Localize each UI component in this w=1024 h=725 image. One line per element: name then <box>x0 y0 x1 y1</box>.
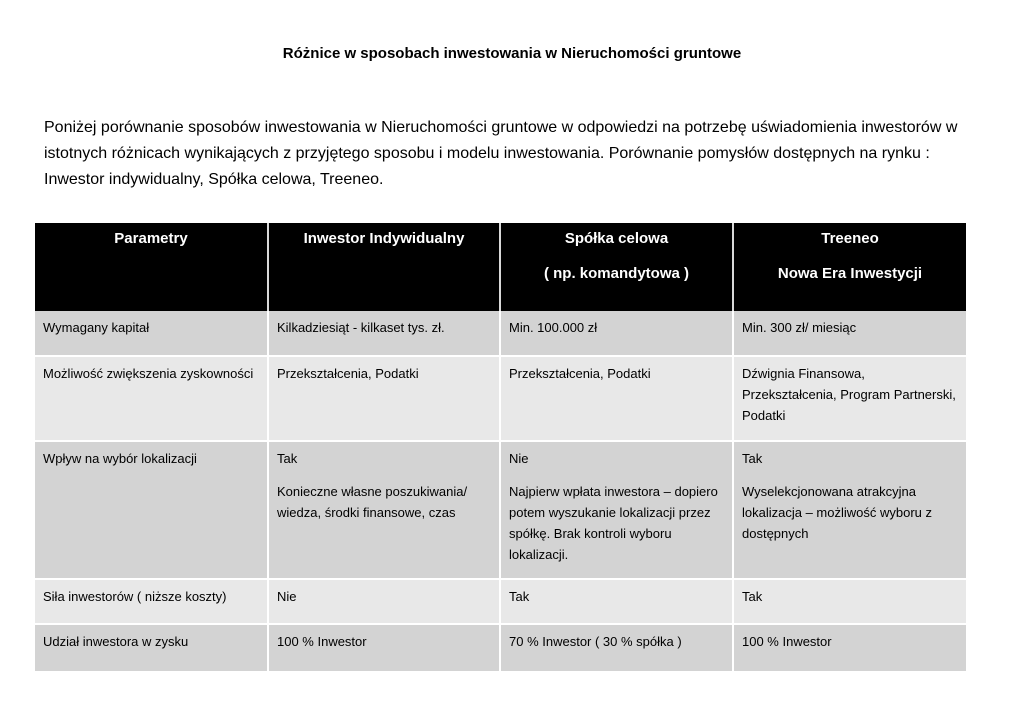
header-label: Treeneo <box>821 230 879 247</box>
spv-cell <box>500 579 733 624</box>
table-row <box>35 311 966 356</box>
table-row <box>35 441 966 579</box>
header-label: Spółka celowa <box>564 230 669 247</box>
header-parametry <box>35 223 268 311</box>
table-row <box>35 356 966 441</box>
treeneo-cell <box>733 579 966 624</box>
treeneo-cell <box>733 624 966 672</box>
cell-text: 70 % Inwestor ( 30 % spółka ) <box>509 634 682 649</box>
cell-text: Przekształcenia, Podatki <box>509 366 651 381</box>
cell-text: Kilkadziesiąt - kilkaset tys. zł. <box>277 320 445 335</box>
param-cell: Wymagany kapitał <box>35 311 268 356</box>
header-sublabel: ( np. komandytowa ) <box>543 265 689 282</box>
table-header-row <box>35 223 966 311</box>
treeneo-cell <box>733 311 966 356</box>
param-cell: Siła inwestorów ( niższe koszty) <box>35 579 268 624</box>
cell-answer: Tak <box>742 451 763 466</box>
cell-text: Nie <box>277 589 297 604</box>
cell-text: 100 % Inwestor <box>742 634 832 649</box>
spv-cell <box>500 624 733 672</box>
cell-text: Przekształcenia, Podatki <box>277 366 419 381</box>
document-title: Różnice w sposobach inwestowania w Nieruchomości gruntowe <box>282 45 742 62</box>
comparison-table <box>35 223 966 673</box>
spv-cell <box>500 441 733 579</box>
table-row <box>35 579 966 624</box>
cell-text: Min. 100.000 zł <box>509 320 598 335</box>
cell-text: 100 % Inwestor <box>277 634 367 649</box>
cell-note: Konieczne własne poszukiwania/ wiedza, środki finansowe, czas <box>277 484 468 520</box>
table-row <box>35 624 966 672</box>
treeneo-cell <box>733 356 966 441</box>
header-label: Parametry <box>114 230 188 247</box>
individual-cell <box>268 624 500 672</box>
header-sublabel: Nowa Era Inwestycji <box>777 265 923 282</box>
treeneo-cell <box>733 441 966 579</box>
cell-answer: Tak <box>277 451 298 466</box>
cell-text: Tak <box>509 589 530 604</box>
cell-note: Najpierw wpłata inwestora – dopiero potem wyszukanie lokalizacji przez spółkę. Brak kontroli wyboru lokalizacji. <box>509 484 718 562</box>
cell-answer: Nie <box>509 451 529 466</box>
individual-cell <box>268 311 500 356</box>
header-label: Inwestor Indywidualny <box>303 230 465 247</box>
param-cell: Wpływ na wybór lokalizacji <box>35 441 268 579</box>
header-spolka-celowa <box>500 223 733 311</box>
cell-note: Wyselekcjonowana atrakcyjna lokalizacja – możliwość wyboru z dostępnych <box>742 484 933 541</box>
cell-text: Min. 300 zł/ miesiąc <box>742 320 857 335</box>
individual-cell <box>268 356 500 441</box>
individual-cell <box>268 579 500 624</box>
param-cell: Udział inwestora w zysku <box>35 624 268 672</box>
cell-text: Tak <box>742 589 763 604</box>
header-treeneo <box>733 223 966 311</box>
header-inwestor-indywidualny <box>268 223 500 311</box>
param-cell: Możliwość zwiększenia zyskowności <box>35 356 268 441</box>
intro-paragraph: Poniżej porównanie sposobów inwestowania w Nieruchomości gruntowe w odpowiedzi na potrzebę uświadomienia inwestorów w istotnych różnicach wynikających z przyjętego sposobu i modelu inwestowania. Porównanie pomysłów dostępnych na rynku : Inwestor indywidualny, Spółka celowa, Treeneo. <box>44 119 958 188</box>
spv-cell <box>500 311 733 356</box>
cell-text: Dźwignia Finansowa, Przekształcenia, Program Partnerski, Podatki <box>742 366 956 423</box>
spv-cell <box>500 356 733 441</box>
individual-cell <box>268 441 500 579</box>
